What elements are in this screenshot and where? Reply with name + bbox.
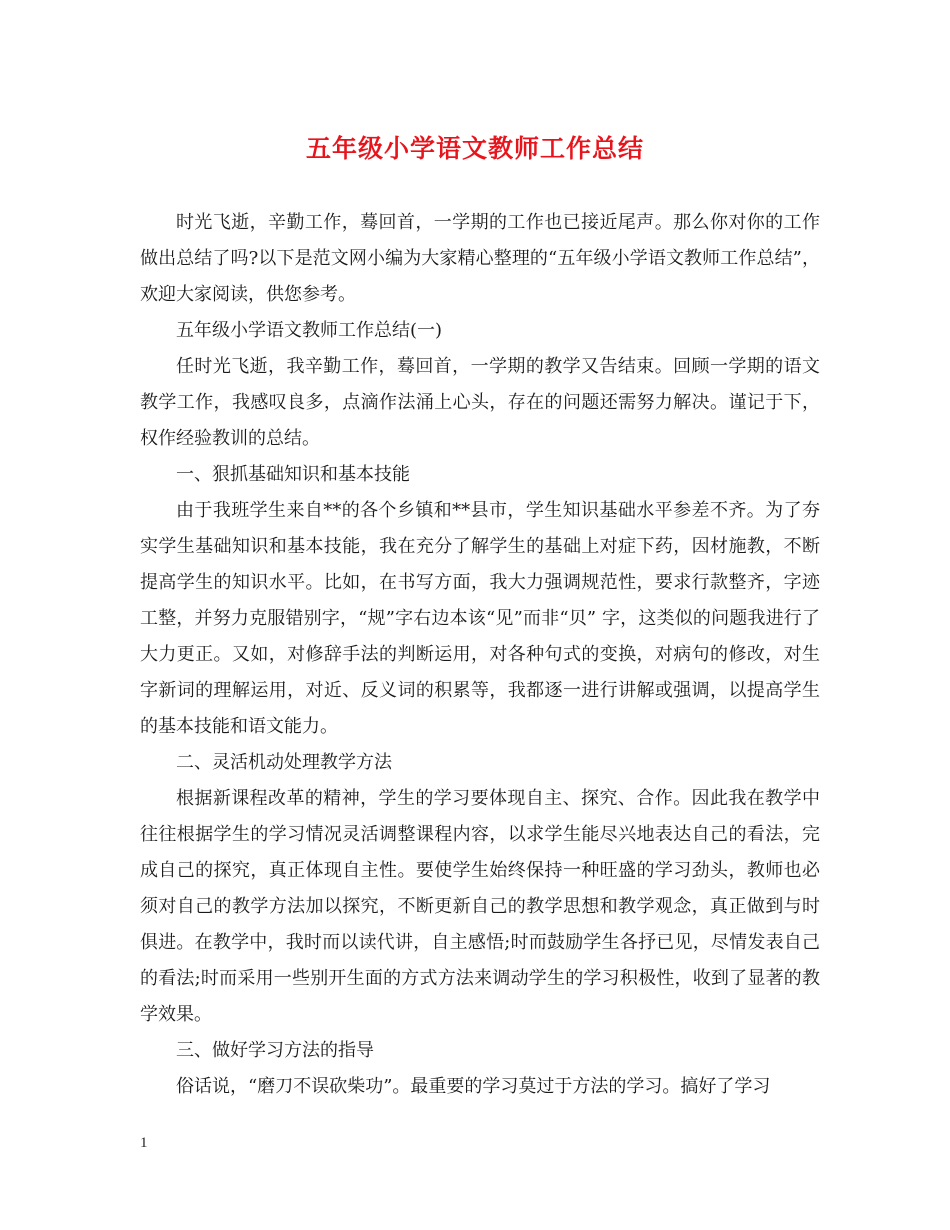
page-number: 1 (140, 1135, 148, 1151)
section-heading-2: 二、灵活机动处理教学方法 (176, 752, 392, 773)
body-paragraph: 根据新课程改革的精神，学生的学习要体现自主、探究、合作。因此我在教学中往往根据学生的学习情况灵活调整课程内容，以求学生能尽兴地表达自己的看法，完成自己的探究，真正体现自主性。要使学生始终保持一种旺盛的学习劲头，教师也必须对自己的教学方法加以探究，不断更新自己的教学思想和教学观念，真正做到与时俱进。在教学中，我时而以读代讲，自主感悟;时而鼓励学生各抒已见，尽情发表自己的看法;时而采用一些别开生面的方式方法来调动学生的学习积极性，收到了显著的教学效果。 (140, 788, 820, 1025)
body-paragraph: 俗话说，“磨刀不误砍柴功”。最重要的学习莫过于方法的学习。搞好了学习 (176, 1076, 771, 1097)
body-paragraph: 由于我班学生来自**的各个乡镇和**县市，学生知识基础水平参差不齐。为了夯实学生基础知识和基本技能，我在充分了解学生的基础上对症下药，因材施教，不断提高学生的知识水平。比如，在书写方面，我大力强调规范性，要求行款整齐，字迹工整，并努力克服错别字，“规”字右边本该“见”而非“贝” 字，这类似的问题我进行了大力更正。又如，对修辞手法的判断运用，对各种句式的变换，对病句的修改，对生字新词的理解运用，对近、反义词的积累等，我都逐一进行讲解或强调，以提高学生的基本技能和语文能力。 (140, 500, 820, 737)
document-body (140, 205, 820, 1105)
section-heading-3: 三、做好学习方法的指导 (176, 1040, 374, 1061)
body-paragraph: 任时光飞逝，我辛勤工作，蓦回首，一学期的教学又告结束。回顾一学期的语文教学工作，我感叹良多，点滴作法涌上心头，存在的问题还需努力解决。谨记于下，权作经验教训的总结。 (140, 356, 820, 449)
intro-paragraph: 时光飞逝，辛勤工作，蓦回首，一学期的工作也已接近尾声。那么你对你的工作做出总结了吗?以下是范文网小编为大家精心整理的“五年级小学语文教师工作总结”，欢迎大家阅读，供您参考。 (140, 212, 820, 305)
section-title: 五年级小学语文教师工作总结(一) (176, 320, 443, 341)
document-title: 五年级小学语文教师工作总结 (305, 134, 644, 163)
section-heading-1: 一、狠抓基础知识和基本技能 (176, 464, 410, 485)
